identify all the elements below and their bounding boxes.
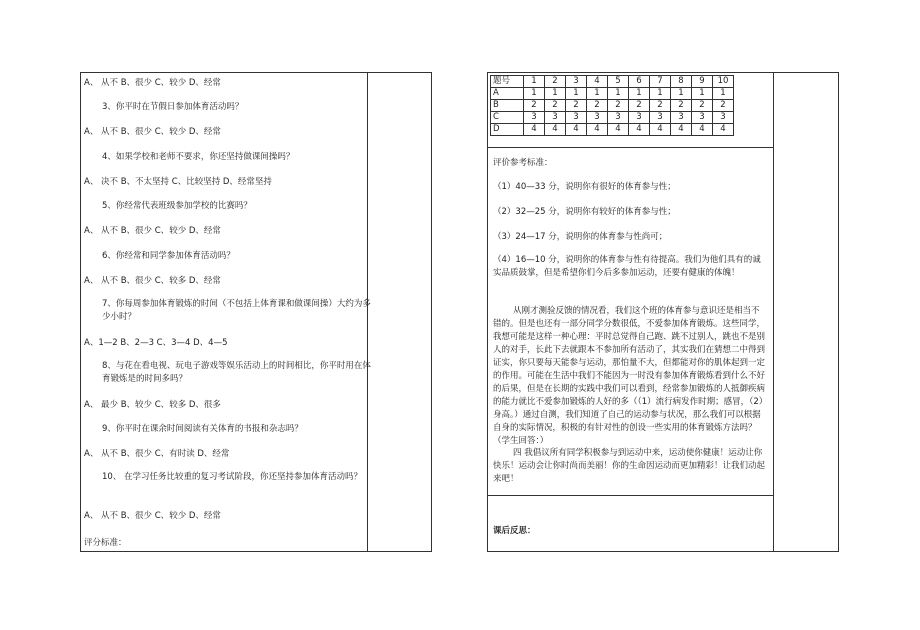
table-cell: 4 [587,124,608,136]
table-cell: 4 [608,124,629,136]
evaluation-item-3: （3）24—17 分，说明你的体育参与性尚可； [493,232,668,242]
table-separator-line [488,147,773,148]
table-cell: 3 [692,112,713,124]
table-cell: 2 [524,100,545,112]
table-cell: 2 [713,100,734,112]
table-header-cell: 7 [650,76,671,88]
table-cell: 4 [629,124,650,136]
table-cell: 1 [608,88,629,100]
table-cell: 4 [545,124,566,136]
score-table [490,75,734,136]
table-cell: 4 [650,124,671,136]
question-8: 8、与花在看电视、玩电子游戏等娱乐活动上的时间相比，你平时用在体育锻炼是的时间多吗？ [102,361,371,384]
table-row [491,124,734,136]
answer-options-q2: A、 从不 B、很少 C、较少 D、经常 [84,78,221,88]
answer-options-q5: A、 从不 B、很少 C、较少 D、经常 [84,226,221,236]
evaluation-item-1: （1）40—33 分，说明你有很好的体育参与性； [493,182,676,192]
table-header-cell: 6 [629,76,650,88]
table-cell: 1 [650,88,671,100]
right-column-divider [773,73,774,551]
table-cell: 3 [545,112,566,124]
table-cell: A [491,88,524,100]
table-cell: 3 [671,112,692,124]
table-cell: 2 [545,100,566,112]
evaluation-item-2: （2）32—25 分，说明你有较好的体育参与性； [493,207,676,217]
table-cell: 3 [650,112,671,124]
question-5: 5、你经常代表班级参加学校的比赛吗？ [102,201,252,211]
answer-options-q6: A、 从不 B、很少 C、较多 D、经常 [84,276,221,286]
table-cell: 2 [587,100,608,112]
table-cell: 1 [671,88,692,100]
table-cell: 4 [671,124,692,136]
table-cell: 1 [545,88,566,100]
answer-options-q9: A、 从不 B、很少 C、有时读 D、经常 [84,449,230,459]
right-page-panel [487,72,839,552]
table-cell: 3 [566,112,587,124]
table-cell: 2 [692,100,713,112]
evaluation-title: 评价参考标准： [493,158,553,168]
table-cell: 4 [566,124,587,136]
advocacy-paragraph: 四 我倡议所有同学积极参与到运动中来，运动使你健康！运动让你快乐！运动会让你时尚而美丽！你的生命因运动而更加精彩！让我们动起来吧！ [493,448,766,484]
answer-options-q7: A、1—2 B、2—3 C、3—4 D、4—5 [84,338,228,348]
scoring-standard-label: 评分标准： [84,538,127,548]
table-cell: 3 [608,112,629,124]
reflection-label: 课后反思： [493,526,536,536]
table-row [491,88,734,100]
table-row [491,100,734,112]
table-header-cell: 10 [713,76,734,88]
table-cell: 3 [587,112,608,124]
question-6: 6、你经常和同学参加体育活动吗？ [102,251,235,261]
table-row [491,112,734,124]
answer-options-q3: A、 从不 B、很少 C、较少 D、经常 [84,127,221,137]
table-header-cell: 9 [692,76,713,88]
evaluation-item-4: （4）16—10 分，说明你的体育参与性有待提高。我们为他们具有的诚实品质鼓掌，但是希望你们今后多参加运动，还要有健康的体魄！ [493,255,761,278]
table-cell: 4 [524,124,545,136]
table-cell: 1 [713,88,734,100]
question-3: 3、你平时在节假日参加体育活动吗？ [102,102,244,112]
table-cell: 3 [713,112,734,124]
table-cell: 3 [524,112,545,124]
question-9: 9、你平时在课余时间阅读有关体育的书报和杂志吗？ [102,424,303,434]
reflection-separator-line [488,495,773,496]
table-cell: 1 [566,88,587,100]
table-cell: 2 [629,100,650,112]
table-cell: 4 [713,124,734,136]
answer-options-q8: A、 最少 B、较少 C、较多 D、很多 [84,400,221,410]
table-header-cell: 5 [608,76,629,88]
question-7: 7、你每周参加体育锻炼的时间（不包括上体育课和做课间操）大约为多少小时？ [102,299,371,322]
table-cell: 1 [587,88,608,100]
answer-options-q10: A、 从不 B、很少 C、较少 D、经常 [84,511,221,521]
question-10: 10、 在学习任务比较重的复习考试阶段，你还坚持参加体育活动吗？ [102,472,363,482]
table-header-cell: 3 [566,76,587,88]
table-cell: 1 [692,88,713,100]
table-header-cell: 8 [671,76,692,88]
table-header-cell: 1 [524,76,545,88]
table-cell: 4 [692,124,713,136]
table-cell: C [491,112,524,124]
table-cell: D [491,124,524,136]
table-cell: B [491,100,524,112]
left-page-panel [80,72,432,552]
table-cell: 2 [671,100,692,112]
table-cell: 3 [629,112,650,124]
table-cell: 2 [650,100,671,112]
table-cell: 2 [566,100,587,112]
feedback-paragraph: 从刚才测验反馈的情况看，我们这个班的体育参与意识还是相当不错的。但是也还有一部分同学分数很低，不爱参加体育锻炼。这些同学，我想可能是这样一种心理：平时总觉得自己跑、跳不过别人，跳也不是别人的对手，长此下去就跟本不参加所有活动了，其实我们在猜想二中得到证实，你只要每天能参与运动，那怕量不大，但都能对你的肌体起到一定的作用。可能在生活中我们不能因为一时没有参加体育锻炼看到什么不好的后果，但是在长期的实践中我们可以看到，经常参加锻炼的人抵御疾病的能力就比不爱参加锻炼的人好的多（（1）流行病发作时期；感冒，（2）身高。）通过自测，我们知道了自己的运动参与状况，那么我们可以根据自身的实际情况，积极的有针对性的创设一些实用的体育锻炼方法吗？（学生回答：） [493,306,766,446]
table-cell: 1 [524,88,545,100]
table-header-cell: 2 [545,76,566,88]
table-cell: 1 [629,88,650,100]
table-header-row [491,76,734,88]
table-header-cell: 4 [587,76,608,88]
question-4: 4、如果学校和老师不要求，你还坚持做课间操吗？ [102,152,295,162]
answer-options-q4: A、 决不 B、不太坚持 C、比较坚持 D、经常坚持 [84,177,272,187]
table-cell: 2 [608,100,629,112]
table-header-cell: 题号 [491,76,524,88]
